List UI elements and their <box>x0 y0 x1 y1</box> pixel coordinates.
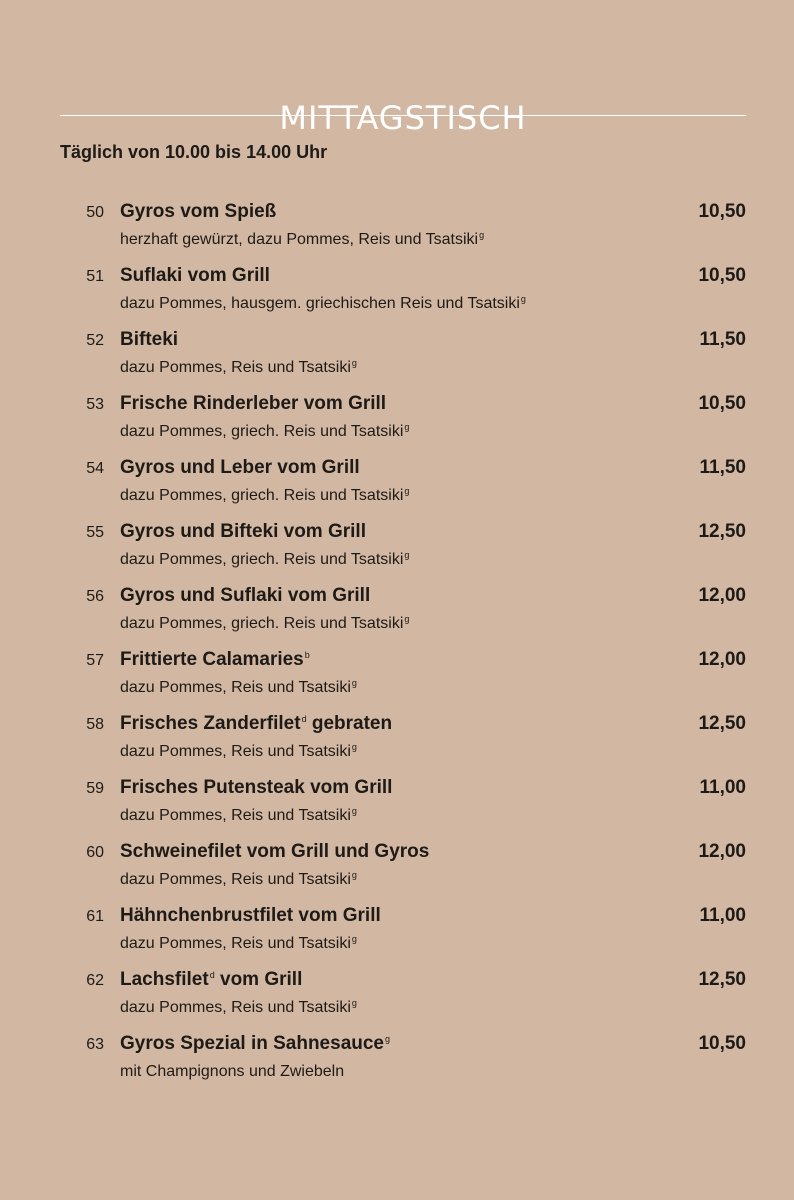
allergen-mark: g <box>351 741 357 752</box>
allergen-mark: g <box>520 293 526 304</box>
item-number: 52 <box>86 332 104 349</box>
item-price: 12,50 <box>698 713 746 734</box>
item-description: dazu Pommes, Reis und Tsatsiki$^g$ <box>120 677 357 696</box>
item-description: dazu Pommes, griech. Reis und Tsatsiki$^g$ <box>120 485 410 504</box>
item-price: 10,50 <box>698 201 746 222</box>
menu-item <box>60 199 746 263</box>
allergen-mark: g <box>351 869 357 880</box>
item-price: 11,50 <box>699 329 746 350</box>
item-price: 11,00 <box>699 905 746 926</box>
allergen-mark: g <box>351 677 357 688</box>
opening-hours: Täglich von 10.00 bis 14.00 Uhr <box>60 142 328 162</box>
allergen-mark: g <box>479 229 485 240</box>
menu-list <box>60 199 746 1095</box>
allergen-mark: g <box>351 997 357 1008</box>
item-description: dazu Pommes, griech. Reis und Tsatsiki$^g$ <box>120 613 410 632</box>
item-description: dazu Pommes, Reis und Tsatsiki$^g$ <box>120 933 357 952</box>
page-title: MITTAGSTISCH <box>279 99 527 138</box>
item-name: Lachsfilet$^d$ vom Grill <box>120 969 303 990</box>
item-description: dazu Pommes, griech. Reis und Tsatsiki$^g$ <box>120 421 410 440</box>
allergen-mark: g <box>351 933 357 944</box>
allergen-mark: g <box>351 805 357 816</box>
item-number: 50 <box>86 204 104 221</box>
allergen-mark: b <box>304 649 310 660</box>
menu-item <box>60 839 746 903</box>
item-price: 10,50 <box>698 265 746 286</box>
item-price: 12,00 <box>698 841 746 862</box>
item-name: Gyros und Suflaki vom Grill <box>120 585 371 606</box>
item-name: Gyros Spezial in Sahnesauce$^g$ <box>120 1033 391 1054</box>
item-description: dazu Pommes, griech. Reis und Tsatsiki$^g$ <box>120 549 410 568</box>
menu-item <box>60 647 746 711</box>
item-number: 59 <box>86 780 104 797</box>
title-divider <box>60 115 746 116</box>
allergen-mark: g <box>404 485 410 496</box>
menu-item <box>60 1031 746 1095</box>
item-price: 11,50 <box>699 457 746 478</box>
item-description: dazu Pommes, Reis und Tsatsiki$^g$ <box>120 741 357 760</box>
item-name: Frisches Putensteak vom Grill <box>120 777 393 798</box>
item-description: dazu Pommes, Reis und Tsatsiki$^g$ <box>120 357 357 376</box>
menu-item <box>60 711 746 775</box>
item-name: Frittierte Calamaries$^b$ <box>120 649 310 670</box>
item-name: Hähnchenbrustfilet vom Grill <box>120 905 381 926</box>
allergen-mark: g <box>404 421 410 432</box>
item-number: 57 <box>86 652 104 669</box>
item-name: Bifteki <box>120 329 179 350</box>
item-description: dazu Pommes, hausgem. griechischen Reis und Tsatsiki$^g$ <box>120 293 526 312</box>
item-description: mit Champignons und Zwiebeln <box>120 1063 345 1080</box>
item-number: 60 <box>86 844 104 861</box>
item-number: 56 <box>86 588 104 605</box>
item-description: herzhaft gewürzt, dazu Pommes, Reis und Tsatsiki$^g$ <box>120 229 485 248</box>
menu-item <box>60 263 746 327</box>
allergen-mark: g <box>404 613 410 624</box>
allergen-mark: g <box>351 357 357 368</box>
item-price: 12,50 <box>698 969 746 990</box>
item-number: 61 <box>86 908 104 925</box>
item-price: 10,50 <box>698 393 746 414</box>
item-name: Frisches Zanderfilet$^d$ gebraten <box>120 713 393 734</box>
item-price: 10,50 <box>698 1033 746 1054</box>
menu-item <box>60 583 746 647</box>
item-name: Schweinefilet vom Grill und Gyros <box>120 841 430 862</box>
item-number: 62 <box>86 972 104 989</box>
item-number: 54 <box>86 460 104 477</box>
item-number: 63 <box>86 1036 104 1053</box>
item-name: Frische Rinderleber vom Grill <box>120 393 387 414</box>
allergen-mark: d <box>301 713 307 724</box>
allergen-mark: g <box>385 1033 391 1044</box>
item-description: dazu Pommes, Reis und Tsatsiki$^g$ <box>120 869 357 888</box>
menu-item <box>60 391 746 455</box>
menu-item <box>60 455 746 519</box>
item-name: Gyros vom Spieß <box>120 201 277 222</box>
item-price: 12,50 <box>698 521 746 542</box>
item-name: Gyros und Bifteki vom Grill <box>120 521 366 542</box>
item-name: Gyros und Leber vom Grill <box>120 457 360 478</box>
item-number: 55 <box>86 524 104 541</box>
item-description: dazu Pommes, Reis und Tsatsiki$^g$ <box>120 805 357 824</box>
menu-item <box>60 327 746 391</box>
item-number: 53 <box>86 396 104 413</box>
allergen-mark: g <box>404 549 410 560</box>
menu-item <box>60 519 746 583</box>
item-number: 51 <box>86 268 104 285</box>
item-price: 12,00 <box>698 585 746 606</box>
item-price: 12,00 <box>698 649 746 670</box>
item-price: 11,00 <box>699 777 746 798</box>
menu-item <box>60 967 746 1031</box>
menu-item <box>60 903 746 967</box>
item-number: 58 <box>86 716 104 733</box>
allergen-mark: d <box>209 969 215 980</box>
item-name: Suflaki vom Grill <box>120 265 270 286</box>
menu-item <box>60 775 746 839</box>
item-description: dazu Pommes, Reis und Tsatsiki$^g$ <box>120 997 357 1016</box>
